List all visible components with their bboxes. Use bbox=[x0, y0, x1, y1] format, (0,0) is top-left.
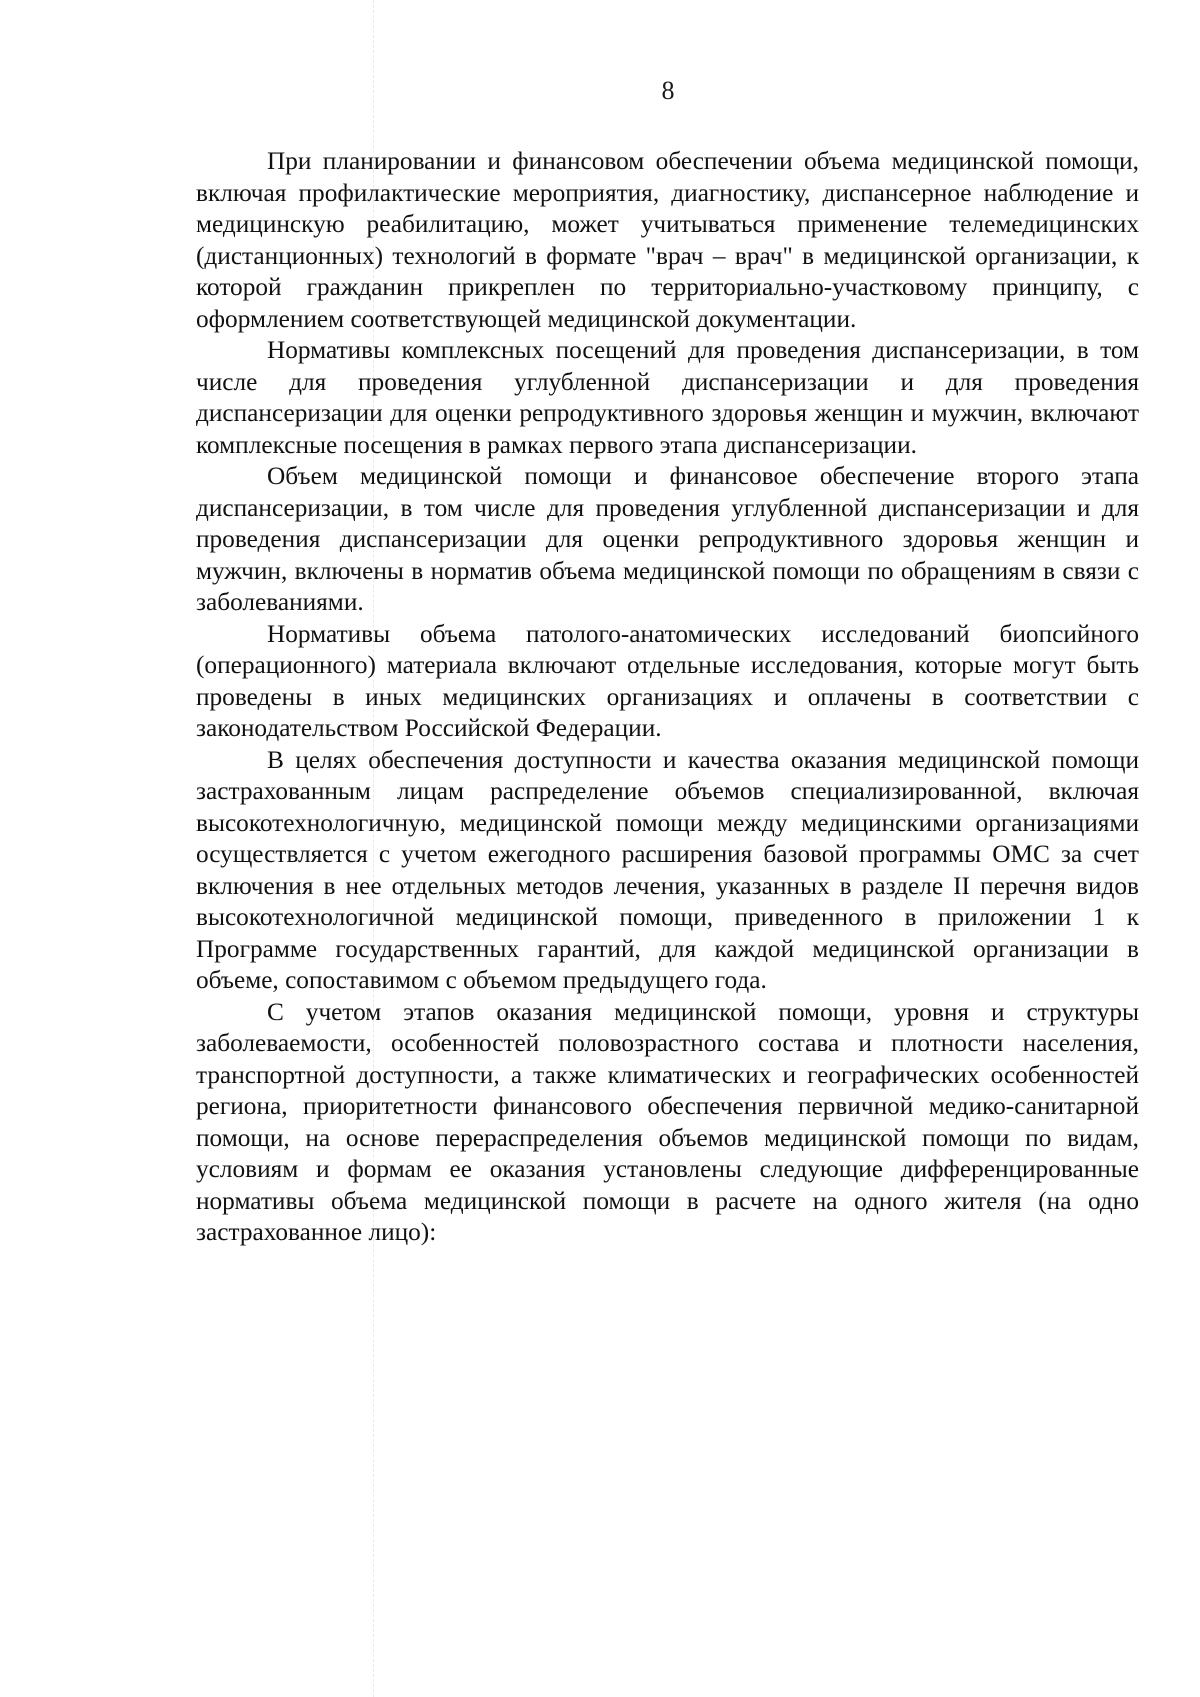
paragraph-second-stage: Объем медицинской помощи и финансовое обеспечение второго этапа диспансеризации, в том числе для проведения углубленной диспансеризации и для проведения диспансеризации для оценки репродуктивного здоровья женщин и мужчин, включены в норматив объема медицинской помощи по обращениям в связи с заболеваниями. bbox=[196, 462, 1139, 616]
page-number: 8 bbox=[661, 76, 675, 105]
paragraph-complex-visits: Нормативы комплексных посещений для проведения диспансеризации, в том числе для проведения углубленной диспансеризации и для проведения диспансеризации для оценки репродуктивного здоровья женщин и мужчин, включают комплексные посещения в рамках первого этапа диспансеризации. bbox=[196, 336, 1139, 459]
paragraph-specialized-care: В целях обеспечения доступности и качества оказания медицинской помощи застрахованным лицам распределение объемов специализированной, включая высокотехнологичную, медицинской помощи между медицинскими организациями осуществляется с учетом ежегодного расширения базовой программы ОМС за счет включения в нее отдельных методов лечения, указанных в разделе II перечня видов высокотехнологичной медицинской помощи, приведенного в приложении 1 к Программе государственных гарантий, для каждой медицинской организации в объеме, сопоставимом с объемом предыдущего года. bbox=[196, 745, 1139, 994]
paragraph-pathology: Нормативы объема патолого-анатомических исследований биопсийного (операционного) материала включают отдельные исследования, которые могут быть проведены в иных медицинских организациях и оплачены в соответствии с законодательством Российской Федерации. bbox=[196, 619, 1139, 742]
paragraph-telemedicine: При планировании и финансовом обеспечении объема медицинской помощи, включая профилактические мероприятия, диагностику, диспансерное наблюдение и медицинскую реабилитацию, может учитываться применение телемедицинских (дистанционных) технологий в формате "врач – врач" в медицинской организации, к которой гражданин прикреплен по территориально-участковому принципу, с оформлением соответствующей медицинской документации. bbox=[196, 147, 1139, 333]
paragraph-differentiated-norms: С учетом этапов оказания медицинской помощи, уровня и структуры заболеваемости, особенностей половозрастного состава и плотности населения, транспортной доступности, а также климатических и географических особенностей региона, приоритетности финансового обеспечения первичной медико-санитарной помощи, на основе перераспределения объемов медицинской помощи по видам, условиям и формам ее оказания установлены следующие дифференцированные нормативы объема медицинской помощи в расчете на одного жителя (на одно застрахованное лицо): bbox=[196, 997, 1139, 1246]
document-body bbox=[196, 146, 1139, 1249]
